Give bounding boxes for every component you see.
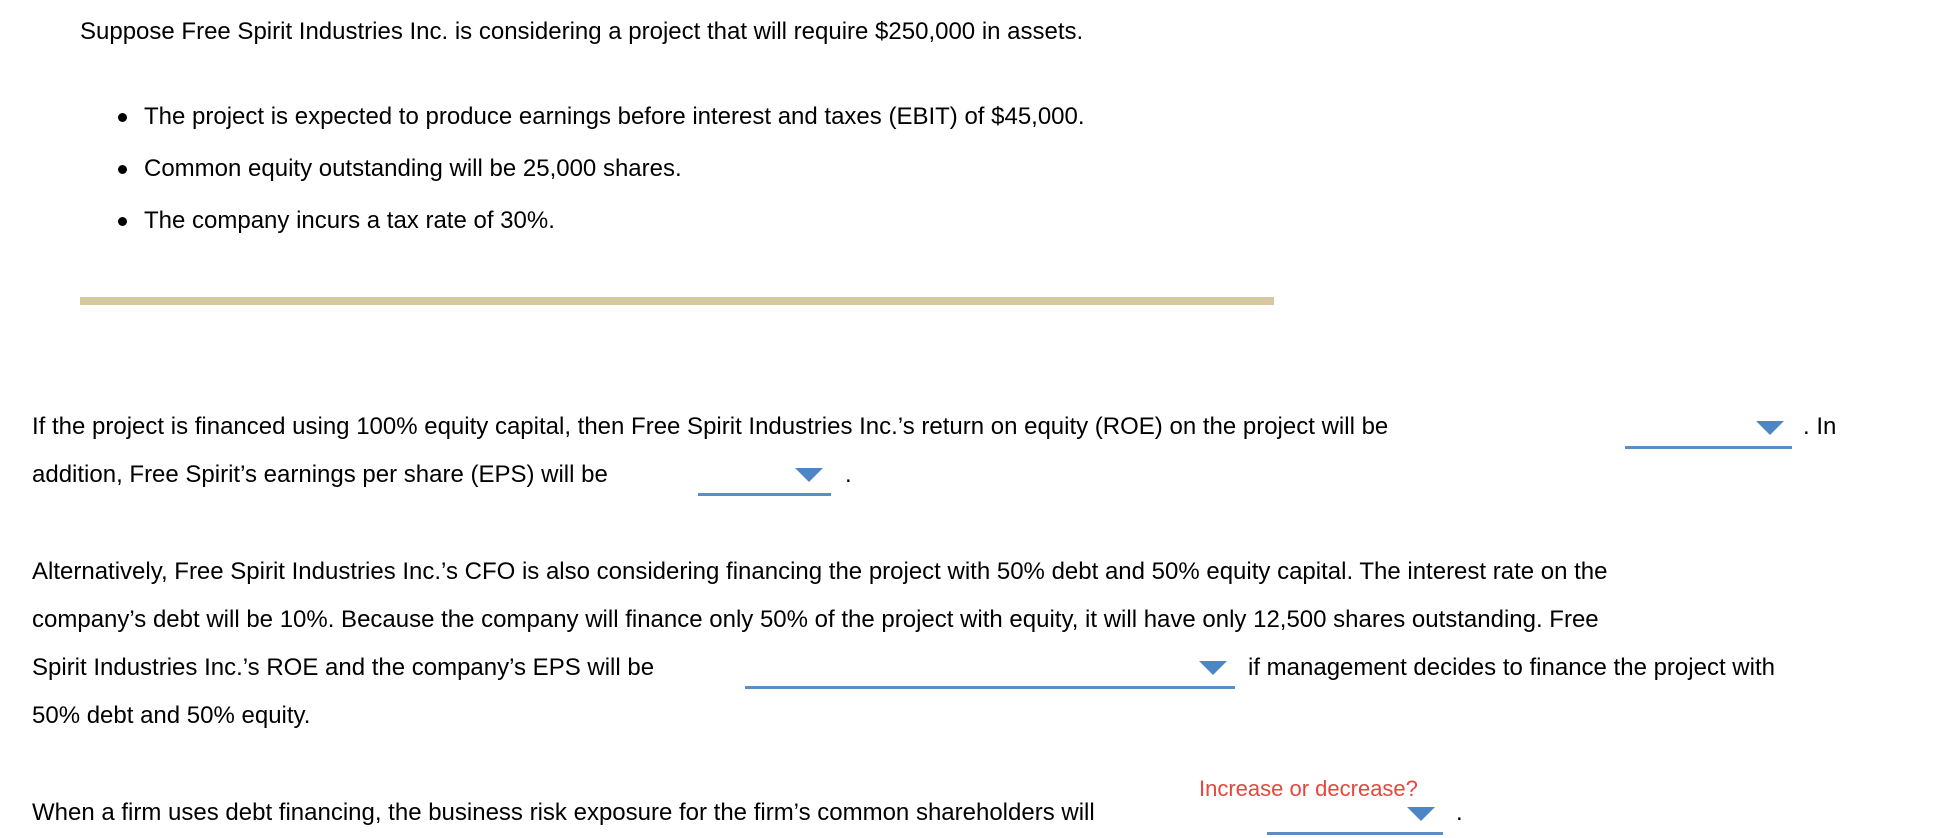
bullet-icon [118,217,127,226]
section-divider [80,297,1274,305]
q1-line1-tail: . In [1803,413,1837,440]
q2-line4-text: 50% debt and 50% equity. [32,702,311,729]
list-item [118,201,1085,253]
chevron-down-icon [1199,661,1227,675]
roe-dropdown[interactable] [1625,404,1792,449]
q3-text: When a firm uses debt financing, the business risk exposure for the firm’s common shareholders will [32,799,1095,826]
dropdown-hint: Increase or decrease? [1199,776,1418,801]
q1-line1-text: If the project is financed using 100% equity capital, then Free Spirit Industries Inc.’s return on equity (ROE) on the project will be [32,413,1389,440]
chevron-down-icon [795,468,823,482]
chevron-down-icon [1407,807,1435,821]
business-risk-dropdown[interactable] [1267,790,1443,835]
q1-line2-tail: . [845,461,852,488]
chevron-down-icon [1756,421,1784,435]
q2-line1-text: Alternatively, Free Spirit Industries Inc.’s CFO is also considering financing the project with 50% debt and 50% equity capital. The interest rate on the [32,558,1608,585]
list-item [118,149,1085,201]
q2-line3-tail: if management decides to finance the project with [1248,654,1775,681]
q1-line2-text: addition, Free Spirit’s earnings per share (EPS) will be [32,461,608,488]
intro-text: Suppose Free Spirit Industries Inc. is considering a project that will require $250,000 in assets. [80,18,1084,45]
assumption-ebit: The project is expected to produce earnings before interest and taxes (EBIT) of $45,000. [144,103,1085,130]
bullet-icon [118,113,127,122]
bullet-icon [118,165,127,174]
assumption-tax-rate: The company incurs a tax rate of 30%. [144,207,555,234]
roe-eps-change-dropdown[interactable] [745,644,1235,689]
q2-line2-text: company’s debt will be 10%. Because the company will finance only 50% of the project with equity, it will have only 12,500 shares outstanding. Free [32,606,1599,633]
q2-line3-text: Spirit Industries Inc.’s ROE and the company’s EPS will be [32,654,655,681]
list-item [118,97,1085,149]
assumptions-list [118,97,1085,253]
assumption-shares: Common equity outstanding will be 25,000 shares. [144,155,682,182]
q3-tail: . [1456,799,1463,826]
eps-dropdown[interactable] [698,451,831,496]
